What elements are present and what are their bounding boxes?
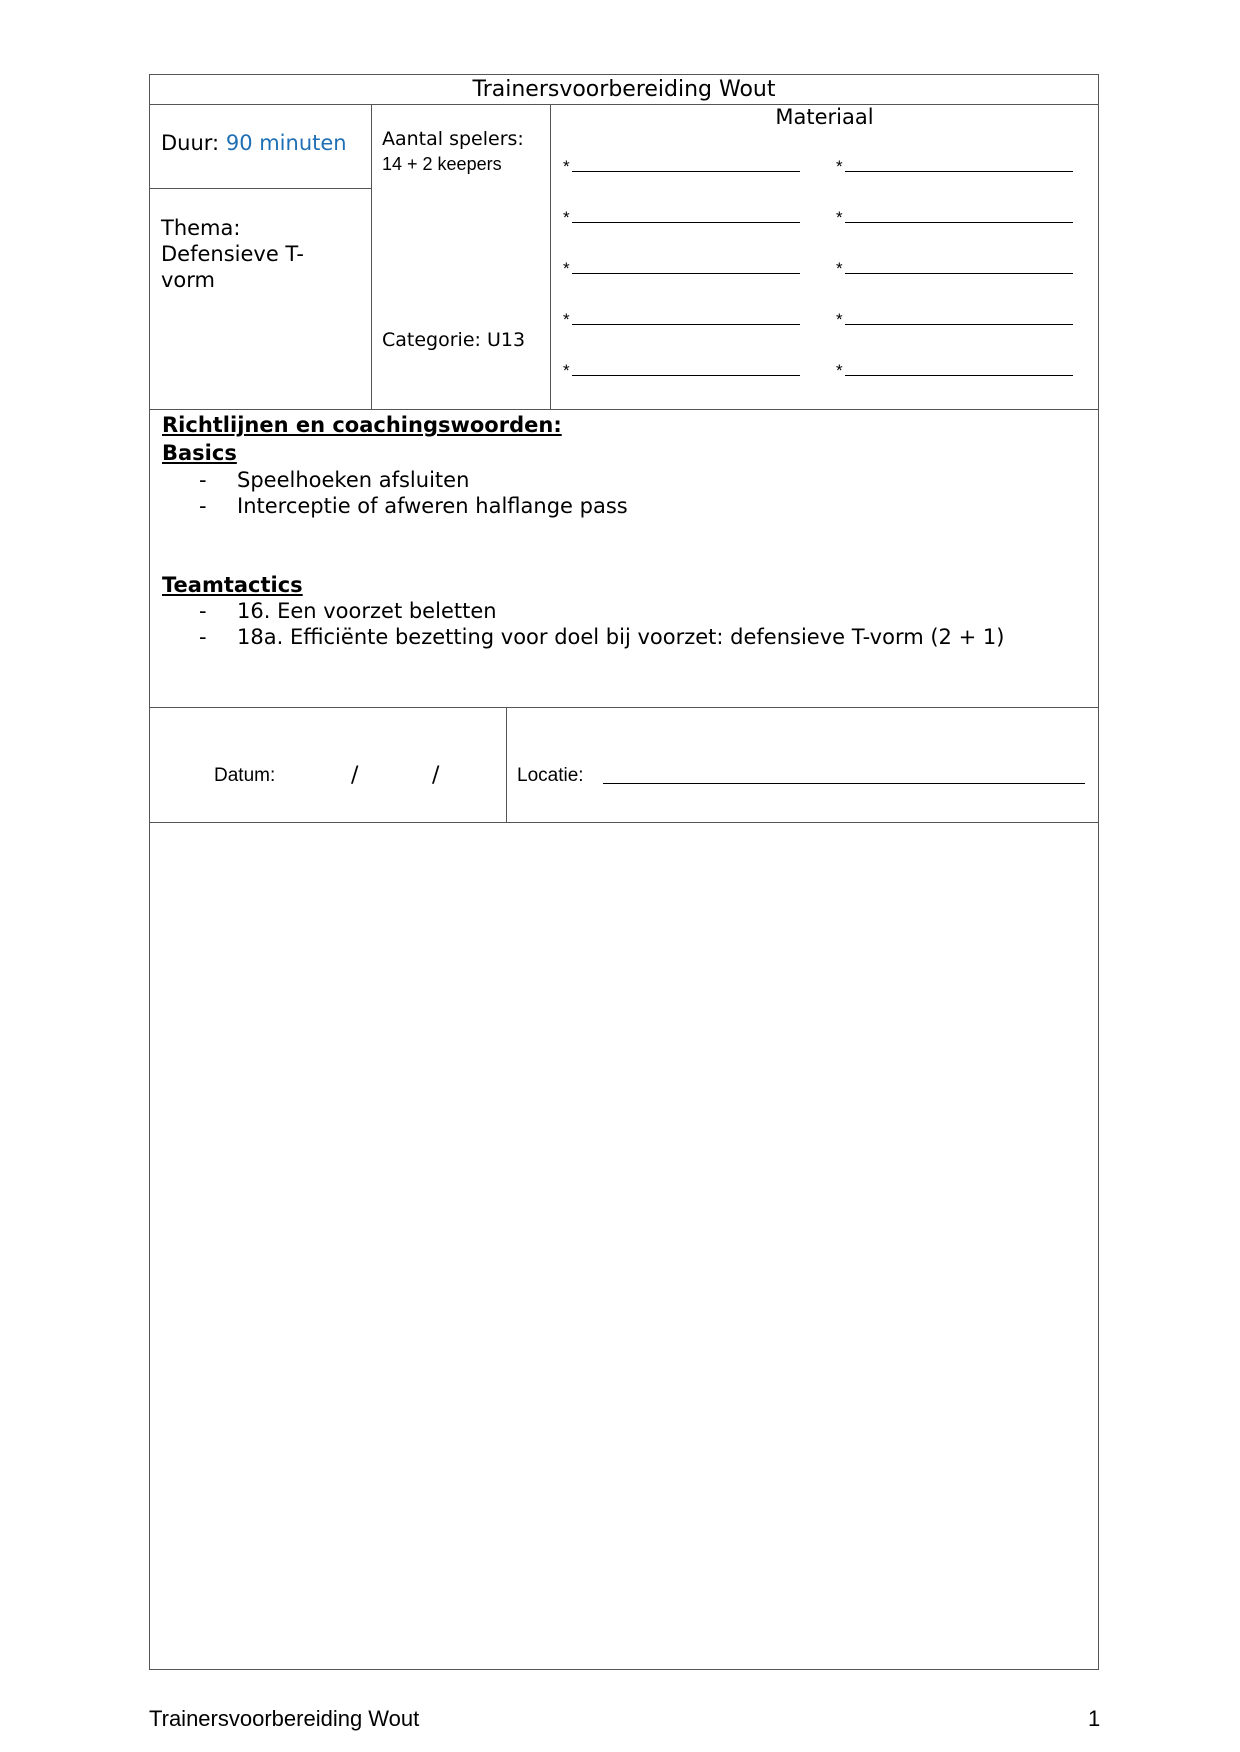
spelers-value: 14 + 2 keepers	[382, 154, 502, 174]
divider	[150, 188, 371, 189]
asterisk: *	[563, 259, 570, 278]
teamtactics-heading: Teamtactics	[162, 573, 303, 597]
asterisk: *	[836, 157, 843, 176]
thema-value-line1: Defensieve T-	[161, 242, 304, 266]
asterisk: *	[836, 259, 843, 278]
materiaal-line	[563, 310, 800, 330]
materiaal-line	[563, 259, 800, 279]
asterisk: *	[836, 310, 843, 329]
thema-label: Thema:	[161, 216, 241, 240]
spelers-field	[382, 127, 524, 177]
duur-value: 90 minuten	[225, 131, 347, 155]
materiaal-line	[563, 361, 800, 381]
materiaal-title: Materiaal	[775, 105, 874, 129]
asterisk: *	[836, 208, 843, 227]
footer-title: Trainersvoorbereiding Wout	[149, 1706, 420, 1731]
page-number: 1	[1088, 1706, 1101, 1731]
thema-field	[161, 215, 304, 293]
locatie-line	[603, 783, 1085, 784]
divider	[150, 409, 1098, 410]
divider	[506, 707, 507, 822]
form-title: Trainersvoorbereiding Wout	[472, 77, 776, 102]
locatie-label: Locatie:	[517, 765, 584, 786]
duur-field	[161, 131, 347, 155]
asterisk: *	[836, 361, 843, 380]
materiaal-line	[836, 310, 1073, 330]
thema-value-line2: vorm	[161, 268, 215, 292]
training-form: Trainersvoorbereiding Wout Duur: 90 minuten Thema: Defensieve T- vorm Aantal spelers: 14 + 2 keepers Categorie: U13 Materiaal * * * * * * * * * * Richtlijnen en coachingswoorden: Basics - Speelhoeken afsluiten - Interceptie of afweren halflange pass Teamtactics - 16. Een voorzet beletten - 18a. Efficiënte bezetting voor doel bij voorzet: defensieve T-vorm (2 + 1) Datum: / / Locatie:	[149, 74, 1099, 1670]
divider	[371, 104, 372, 409]
asterisk: *	[563, 310, 570, 329]
materiaal-line	[836, 157, 1073, 177]
materiaal-line	[836, 208, 1073, 228]
asterisk: *	[563, 361, 570, 380]
asterisk: *	[563, 157, 570, 176]
duur-label: Duur:	[161, 131, 220, 155]
materiaal-line	[836, 259, 1073, 279]
spelers-label: Aantal spelers:	[382, 128, 524, 150]
materiaal-line	[563, 208, 800, 228]
basics-heading: Basics	[162, 441, 237, 465]
materiaal-line	[836, 361, 1073, 381]
datum-label: Datum:	[214, 765, 276, 786]
richtlijnen-heading: Richtlijnen en coachingswoorden:	[162, 413, 562, 437]
divider	[150, 822, 1098, 823]
categorie-field: Categorie: U13	[382, 329, 526, 351]
datum-separator: /	[432, 763, 440, 788]
divider	[550, 104, 551, 409]
datum-separator: /	[351, 763, 359, 788]
asterisk: *	[563, 208, 570, 227]
materiaal-line	[563, 157, 800, 177]
divider	[150, 707, 1098, 708]
